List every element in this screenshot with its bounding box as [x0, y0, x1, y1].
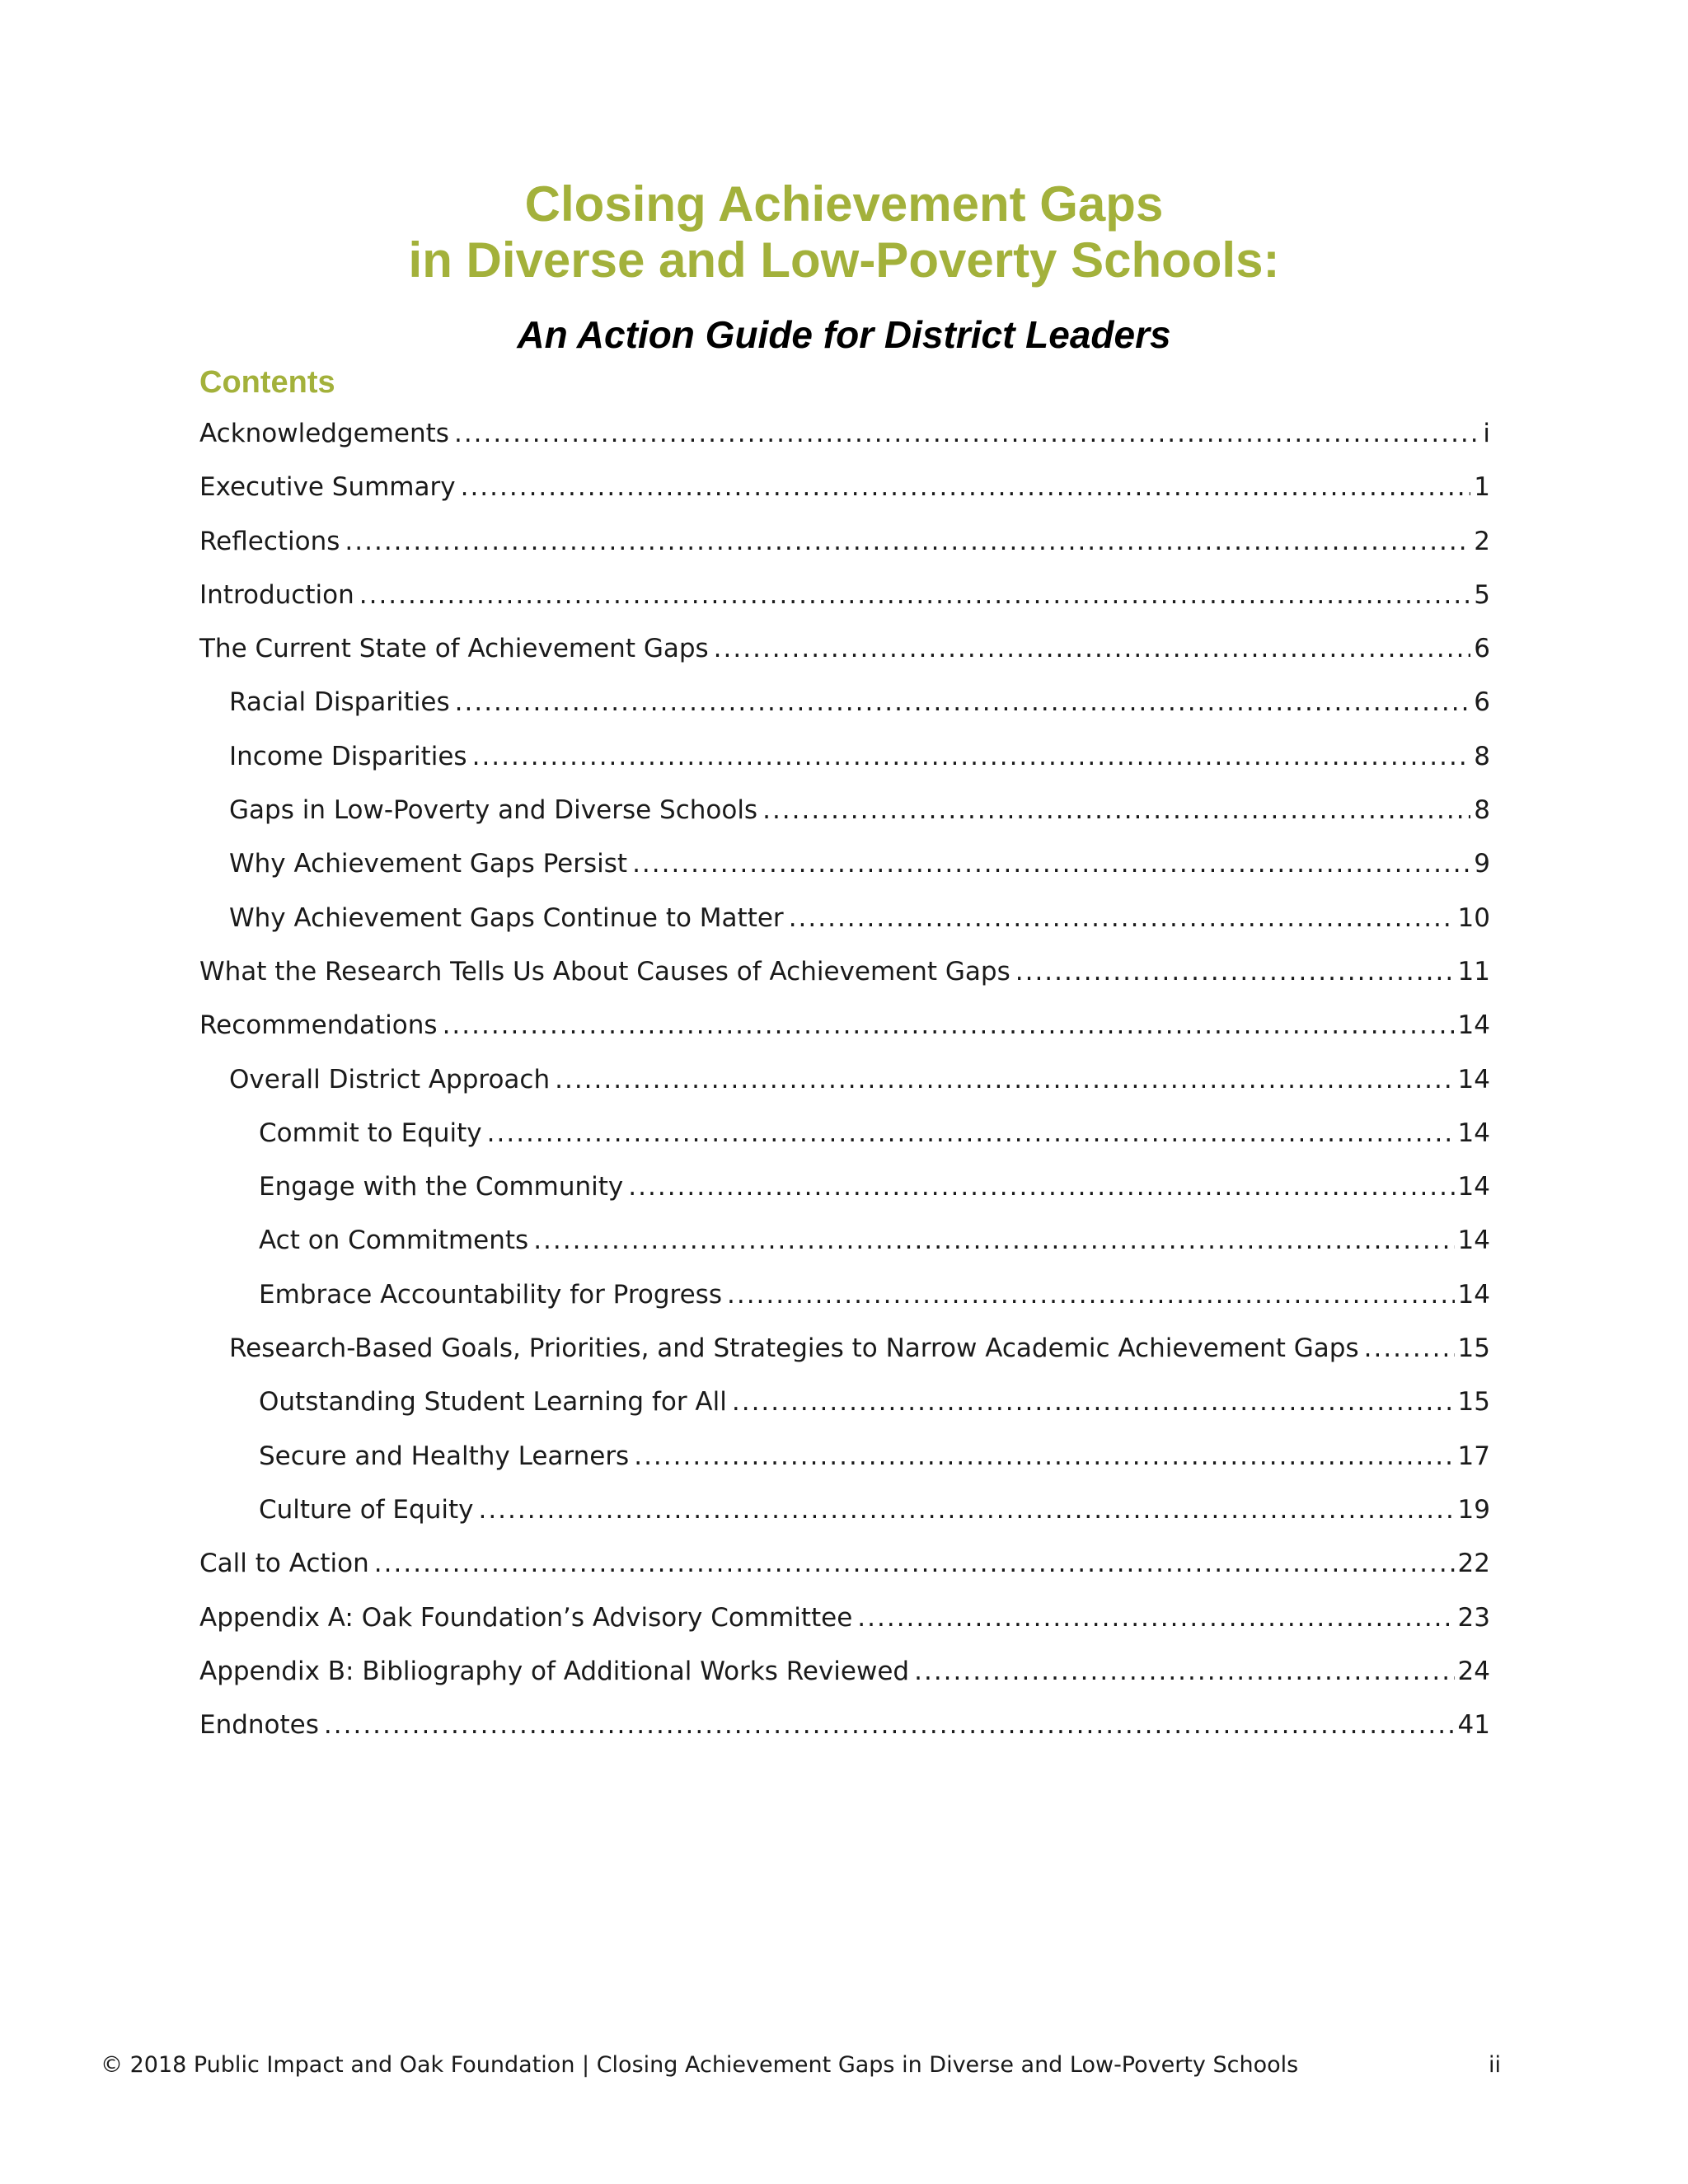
toc-entry[interactable]	[199, 789, 1490, 842]
toc-entry[interactable]	[199, 1327, 1490, 1380]
toc-dot-leader	[454, 412, 1479, 455]
toc-entry[interactable]	[199, 1704, 1490, 1757]
toc-dot-leader	[914, 1650, 1454, 1693]
toc-entry-label: Reflections	[199, 526, 340, 556]
toc-entry-label: Research-Based Goals, Priorities, and Strategies to Narrow Academic Achievement Gaps	[229, 1333, 1359, 1364]
toc-entry[interactable]	[199, 1112, 1490, 1165]
toc-entry[interactable]	[199, 1004, 1490, 1057]
toc-entry-label: The Current State of Achievement Gaps	[199, 634, 709, 664]
toc-entry[interactable]	[199, 574, 1490, 627]
toc-entry-label: Outstanding Student Learning for All	[259, 1387, 727, 1418]
toc-entry-label: Gaps in Low-Poverty and Diverse Schools	[229, 795, 758, 826]
toc-dot-leader	[727, 1273, 1455, 1316]
toc-entry-label: Acknowledgements	[199, 419, 449, 448]
toc-entry-label: Engage with the Community	[259, 1172, 624, 1202]
toc-entry[interactable]	[199, 735, 1490, 789]
toc-entry-page-number: 11	[1457, 956, 1490, 987]
toc-entry-label: Overall District Approach	[229, 1064, 551, 1094]
title-line-1: Closing Achievement Gaps	[524, 176, 1164, 232]
toc-dot-leader	[324, 1704, 1455, 1746]
toc-dot-leader	[857, 1596, 1454, 1639]
toc-entry-page-number: 14	[1457, 1010, 1490, 1041]
footer-page-number: ii	[1489, 2052, 1502, 2078]
toc-dot-leader	[762, 789, 1470, 832]
toc-entry[interactable]	[199, 520, 1490, 574]
toc-entry-label: Executive Summary	[199, 472, 456, 503]
contents-heading: Contents	[199, 365, 335, 400]
toc-entry-label: Recommendations	[199, 1010, 438, 1041]
toc-entry-label: Embrace Accountability for Progress	[259, 1279, 722, 1310]
toc-entry-page-number: 6	[1474, 634, 1490, 664]
toc-entry[interactable]	[199, 1542, 1490, 1596]
toc-dot-leader	[789, 897, 1455, 940]
toc-entry-page-number: 22	[1457, 1549, 1490, 1579]
toc-entry-page-number: 9	[1474, 849, 1490, 879]
toc-entry-label: What the Research Tells Us About Causes of Achievement Gaps	[199, 956, 1010, 987]
toc-entry-label: Endnotes	[199, 1710, 319, 1741]
toc-dot-leader	[374, 1542, 1455, 1585]
toc-dot-leader	[732, 1380, 1455, 1423]
toc-entry[interactable]	[199, 1219, 1490, 1272]
toc-dot-leader	[455, 681, 1471, 724]
toc-entry-page-number: 5	[1474, 579, 1490, 610]
toc-entry-label: Why Achievement Gaps Persist	[229, 849, 628, 879]
toc-entry-label: Appendix A: Oak Foundation’s Advisory Committee	[199, 1602, 853, 1633]
toc-dot-leader	[714, 627, 1471, 670]
toc-entry-label: Income Disparities	[229, 741, 467, 771]
title-line-2: in Diverse and Low-Poverty Schools:	[408, 232, 1280, 288]
toc-dot-leader	[1015, 950, 1455, 993]
toc-dot-leader	[634, 1435, 1454, 1478]
toc-entry[interactable]	[199, 627, 1490, 681]
toc-entry[interactable]	[199, 1435, 1490, 1488]
toc-entry-page-number: 2	[1474, 526, 1490, 556]
footer-text: © 2018 Public Impact and Oak Foundation | Closing Achievement Gaps in Diverse and Low-Poverty Schools	[101, 2052, 1299, 2078]
toc-dot-leader	[443, 1004, 1455, 1047]
table-of-contents	[199, 412, 1490, 1757]
toc-entry[interactable]	[199, 681, 1490, 734]
toc-entry[interactable]	[199, 412, 1490, 466]
toc-entry-page-number: 8	[1474, 741, 1490, 771]
toc-entry-page-number: 14	[1457, 1172, 1490, 1202]
toc-dot-leader	[632, 842, 1470, 885]
toc-entry-page-number: 14	[1457, 1279, 1490, 1310]
toc-dot-leader	[345, 520, 1470, 563]
toc-entry-label: Commit to Equity	[259, 1118, 482, 1148]
toc-entry-page-number: 14	[1457, 1118, 1490, 1148]
toc-dot-leader	[1364, 1327, 1455, 1370]
toc-entry-page-number: 14	[1457, 1064, 1490, 1094]
toc-entry-page-number: 6	[1474, 687, 1490, 718]
toc-dot-leader	[487, 1112, 1455, 1155]
toc-dot-leader	[555, 1058, 1454, 1101]
document-subtitle: An Action Guide for District Leaders	[517, 313, 1171, 356]
toc-entry[interactable]	[199, 1596, 1490, 1650]
toc-entry[interactable]	[199, 1273, 1490, 1327]
toc-dot-leader	[533, 1219, 1454, 1262]
toc-entry-label: Introduction	[199, 579, 354, 610]
toc-dot-leader	[359, 574, 1471, 616]
toc-entry-page-number: 1	[1474, 472, 1490, 503]
toc-entry[interactable]	[199, 1058, 1490, 1112]
toc-entry-label: Racial Disparities	[229, 687, 450, 718]
toc-entry-label: Why Achievement Gaps Continue to Matter	[229, 902, 784, 933]
toc-entry-page-number: 41	[1457, 1710, 1490, 1741]
toc-entry-page-number: 17	[1457, 1441, 1490, 1471]
toc-entry[interactable]	[199, 950, 1490, 1004]
toc-entry-page-number: i	[1483, 419, 1490, 448]
toc-entry-page-number: 14	[1457, 1226, 1490, 1256]
toc-entry[interactable]	[199, 1165, 1490, 1219]
toc-entry[interactable]	[199, 842, 1490, 896]
toc-entry[interactable]	[199, 1380, 1490, 1434]
document-title	[0, 176, 1688, 288]
toc-entry-page-number: 15	[1457, 1387, 1490, 1418]
toc-entry-label: Secure and Healthy Learners	[259, 1441, 630, 1471]
toc-dot-leader	[478, 1488, 1454, 1531]
toc-entry-page-number: 24	[1457, 1656, 1490, 1686]
toc-dot-leader	[628, 1165, 1454, 1208]
toc-entry-label: Culture of Equity	[259, 1494, 474, 1525]
toc-entry[interactable]	[199, 897, 1490, 950]
toc-entry[interactable]	[199, 466, 1490, 519]
toc-dot-leader	[461, 466, 1471, 509]
toc-entry-label: Call to Action	[199, 1549, 369, 1579]
toc-entry-page-number: 15	[1457, 1333, 1490, 1364]
toc-entry-page-number: 10	[1457, 902, 1490, 933]
toc-entry-page-number: 23	[1457, 1602, 1490, 1633]
toc-dot-leader	[472, 735, 1471, 778]
toc-entry-label: Act on Commitments	[259, 1226, 529, 1256]
toc-entry[interactable]	[199, 1488, 1490, 1542]
toc-entry[interactable]	[199, 1650, 1490, 1704]
toc-entry-page-number: 19	[1457, 1494, 1490, 1525]
toc-entry-page-number: 8	[1474, 795, 1490, 826]
toc-entry-label: Appendix B: Bibliography of Additional Works Reviewed	[199, 1656, 910, 1686]
